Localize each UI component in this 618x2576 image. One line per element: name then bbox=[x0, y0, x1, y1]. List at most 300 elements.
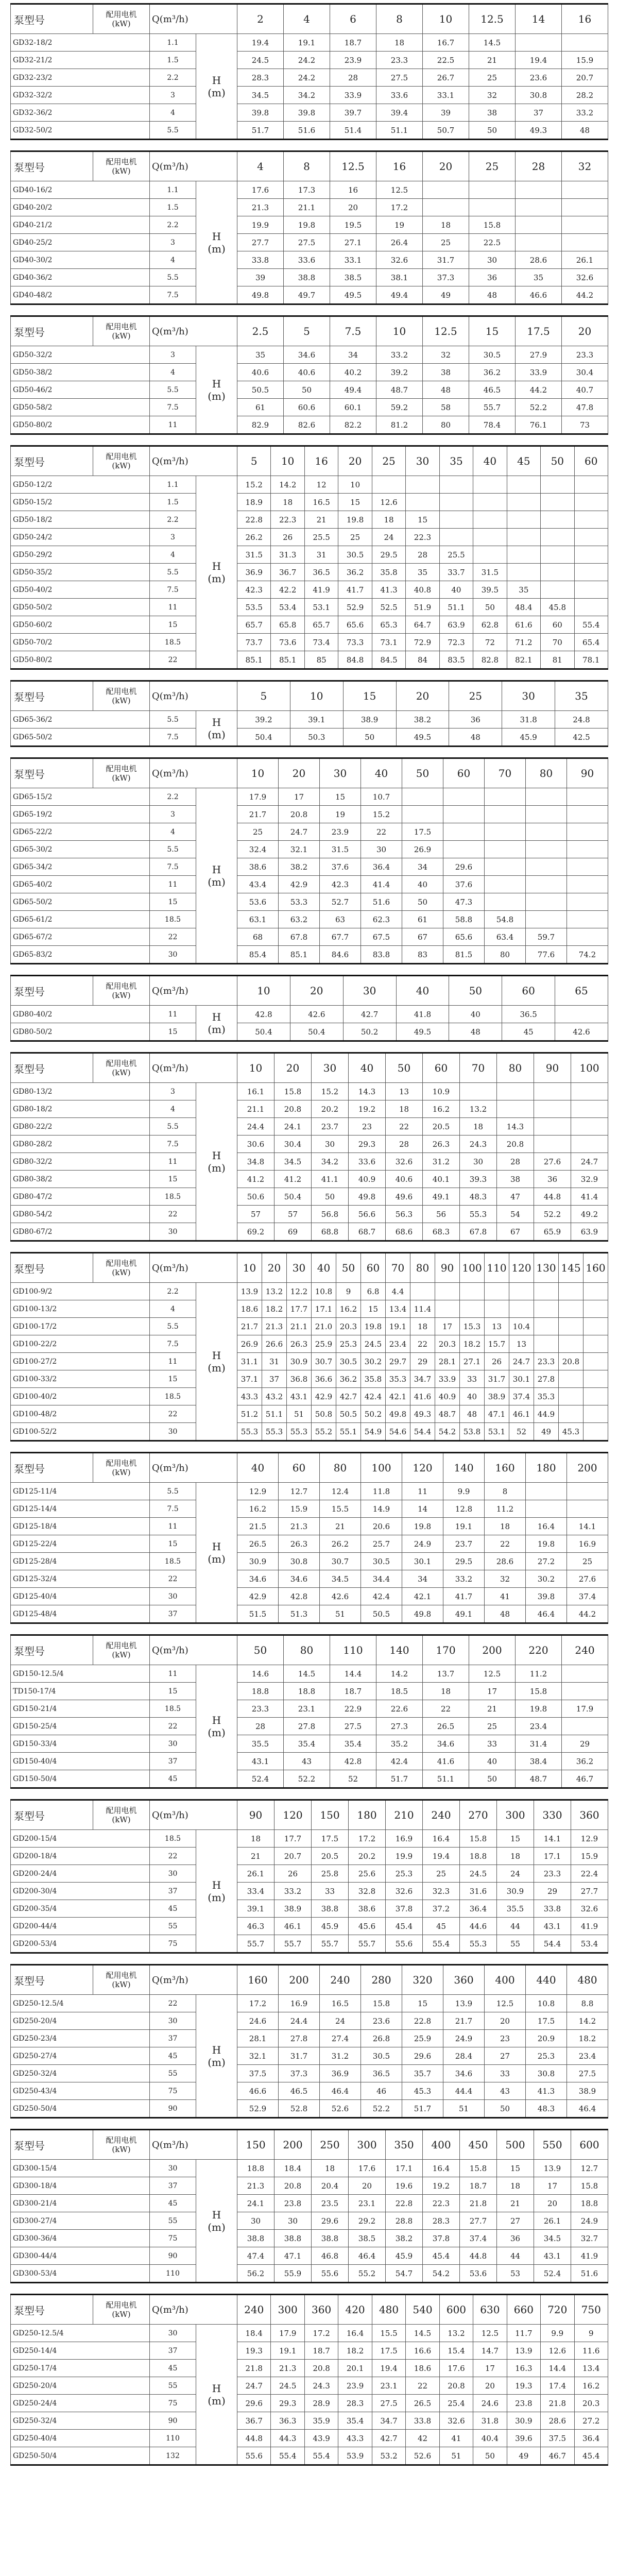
power-cell: 37 bbox=[150, 1605, 196, 1623]
head-value-cell: 20.8 bbox=[274, 1100, 312, 1118]
head-value-cell: 27.9 bbox=[516, 346, 562, 364]
head-unit: (m) bbox=[208, 1552, 226, 1565]
head-value-cell: 42.9 bbox=[312, 1388, 336, 1405]
head-value-cell: 53.8 bbox=[460, 1423, 485, 1441]
head-value-cell: 55.4 bbox=[574, 616, 608, 634]
table-row bbox=[11, 1318, 608, 1335]
table-row bbox=[11, 1335, 608, 1353]
power-cell: 5.5 bbox=[150, 711, 196, 728]
power-cell: 11 bbox=[150, 1665, 196, 1683]
head-value-cell: 40.6 bbox=[386, 1171, 423, 1188]
model-cell: GD32-50/2 bbox=[11, 122, 150, 140]
flow-value-header: 170 bbox=[423, 1635, 469, 1665]
head-value-cell: 24 bbox=[320, 2012, 361, 2030]
head-value-cell: 37.8 bbox=[423, 2230, 460, 2247]
head-value-cell: 46.8 bbox=[312, 2247, 349, 2265]
head-value-cell: 13.2 bbox=[460, 1100, 497, 1118]
head-value-cell: 14.1 bbox=[567, 1518, 608, 1535]
head-value-cell: 31.7 bbox=[485, 1370, 509, 1388]
head-unit: (m) bbox=[208, 1361, 226, 1374]
power-cell: 30 bbox=[150, 2012, 196, 2030]
head-value-cell: 36.2 bbox=[338, 564, 372, 581]
table-row bbox=[11, 416, 608, 434]
head-value-cell: 18 bbox=[460, 1118, 497, 1136]
model-cell: GD250-14/4 bbox=[11, 2342, 150, 2360]
model-cell: GD125-28/4 bbox=[11, 1553, 150, 1570]
power-header bbox=[93, 1453, 150, 1483]
head-value-cell: 68 bbox=[237, 928, 279, 946]
head-value-cell: 42.9 bbox=[237, 1588, 279, 1605]
flow-value-header: 80 bbox=[410, 1253, 435, 1283]
head-value-cell: 40.6 bbox=[284, 364, 330, 381]
table-row bbox=[11, 1188, 608, 1206]
head-value-cell bbox=[562, 216, 608, 234]
power-cell: 4 bbox=[150, 104, 196, 122]
head-label-cell bbox=[196, 1083, 237, 1241]
head-value-cell: 42.3 bbox=[320, 876, 361, 893]
head-value-cell: 40 bbox=[460, 1388, 485, 1405]
table-row bbox=[11, 234, 608, 251]
head-value-cell bbox=[541, 476, 574, 494]
flow-value-header: 500 bbox=[497, 2130, 534, 2160]
head-value-cell bbox=[583, 1335, 608, 1353]
head-unit: (m) bbox=[208, 2056, 226, 2069]
table-row bbox=[11, 876, 608, 893]
flow-value-header: 200 bbox=[274, 2130, 312, 2160]
head-value-cell: 55.7 bbox=[312, 1935, 349, 1953]
flow-value-header: 25 bbox=[449, 681, 502, 711]
head-value-cell: 22 bbox=[423, 1700, 469, 1718]
head-label-cell bbox=[196, 1830, 237, 1953]
head-value-cell bbox=[571, 1100, 608, 1118]
head-value-cell: 31.7 bbox=[423, 251, 469, 269]
head-value-cell: 49.3 bbox=[410, 1405, 435, 1423]
head-value-cell bbox=[526, 911, 567, 928]
power-cell: 30 bbox=[150, 1423, 196, 1441]
pump-performance-table bbox=[10, 445, 608, 670]
head-value-cell: 40.2 bbox=[330, 364, 376, 381]
head-value-cell: 44 bbox=[497, 2247, 534, 2265]
flow-value-header: 5 bbox=[237, 446, 271, 476]
head-value-cell: 16.1 bbox=[237, 1083, 274, 1100]
head-value-cell: 82.2 bbox=[330, 416, 376, 434]
head-value-cell: 27.6 bbox=[567, 1570, 608, 1588]
head-value-cell: 53.3 bbox=[279, 893, 320, 911]
head-value-cell: 30.4 bbox=[562, 364, 608, 381]
head-value-cell: 23.1 bbox=[372, 2377, 405, 2395]
head-value-cell: 52.9 bbox=[237, 2100, 279, 2118]
flow-header: Q(m³/h) bbox=[150, 1965, 237, 1995]
head-value-cell: 25 bbox=[423, 234, 469, 251]
head-value-cell: 32.6 bbox=[571, 1900, 608, 1918]
head-value-cell: 34 bbox=[402, 858, 443, 876]
head-value-cell: 85.1 bbox=[279, 946, 320, 964]
head-value-cell: 17.5 bbox=[312, 1830, 349, 1848]
head-value-cell: 40 bbox=[469, 1753, 516, 1770]
head-value-cell: 25.9 bbox=[402, 2030, 443, 2047]
head-value-cell: 73.1 bbox=[372, 634, 405, 651]
model-cell: GD250-40/4 bbox=[11, 2430, 150, 2447]
head-value-cell: 65.7 bbox=[237, 616, 271, 634]
head-value-cell: 24 bbox=[372, 529, 405, 546]
head-value-cell bbox=[567, 858, 608, 876]
flow-value-header: 16 bbox=[376, 151, 423, 181]
head-value-cell: 18.7 bbox=[330, 34, 376, 52]
flow-value-header: 360 bbox=[571, 1800, 608, 1830]
head-value-cell: 24.3 bbox=[304, 2377, 338, 2395]
model-cell: GD40-16/2 bbox=[11, 181, 150, 199]
head-value-cell: 28.3 bbox=[338, 2395, 372, 2412]
head-value-cell bbox=[541, 529, 574, 546]
head-value-cell: 35 bbox=[516, 269, 562, 286]
head-value-cell: 11.4 bbox=[410, 1300, 435, 1318]
head-value-cell: 27.2 bbox=[526, 1553, 567, 1570]
flow-value-header: 210 bbox=[386, 1800, 423, 1830]
flow-value-header: 5 bbox=[237, 681, 290, 711]
head-value-cell: 23.4 bbox=[516, 1718, 562, 1735]
head-value-cell: 39.4 bbox=[376, 104, 423, 122]
power-cell: 22 bbox=[150, 1995, 196, 2012]
head-value-cell bbox=[559, 1405, 583, 1423]
flow-header: Q(m³/h) bbox=[150, 1053, 237, 1083]
head-value-cell: 28 bbox=[406, 546, 439, 564]
head-value-cell: 6.8 bbox=[361, 1283, 386, 1300]
head-value-cell: 31.4 bbox=[516, 1735, 562, 1753]
head-value-cell: 38.8 bbox=[274, 2230, 312, 2247]
head-value-cell: 44 bbox=[497, 1918, 534, 1935]
model-cell: GD125-18/4 bbox=[11, 1518, 150, 1535]
head-value-cell: 33.6 bbox=[376, 87, 423, 104]
model-cell: GD250-24/4 bbox=[11, 2395, 150, 2412]
model-cell: GD80-54/2 bbox=[11, 1206, 150, 1223]
flow-value-header: 14 bbox=[516, 4, 562, 34]
table-row bbox=[11, 634, 608, 651]
head-value-cell: 42.6 bbox=[320, 1588, 361, 1605]
head-label: H bbox=[212, 2208, 221, 2221]
table-row bbox=[11, 1483, 608, 1500]
power-cell: 45 bbox=[150, 2047, 196, 2065]
head-value-cell: 28.2 bbox=[562, 87, 608, 104]
flow-value-header: 32 bbox=[562, 151, 608, 181]
head-value-cell: 38.9 bbox=[274, 1900, 312, 1918]
head-value-cell: 17.1 bbox=[386, 2160, 423, 2177]
model-cell: GD80-38/2 bbox=[11, 1171, 150, 1188]
power-cell: 55 bbox=[150, 2212, 196, 2230]
head-value-cell: 18 bbox=[497, 1848, 534, 1865]
flow-header: Q(m³/h) bbox=[150, 4, 237, 34]
head-value-cell: 18 bbox=[423, 1683, 469, 1700]
head-value-cell: 15 bbox=[406, 511, 439, 529]
head-value-cell bbox=[485, 858, 526, 876]
head-value-cell: 13 bbox=[485, 1318, 509, 1335]
flow-value-header: 40 bbox=[237, 1453, 279, 1483]
head-value-cell bbox=[372, 476, 405, 494]
flow-value-header: 35 bbox=[555, 681, 608, 711]
head-value-cell: 25 bbox=[469, 1718, 516, 1735]
head-value-cell bbox=[443, 841, 485, 858]
power-cell: 18.5 bbox=[150, 1700, 196, 1718]
head-value-cell: 29.6 bbox=[443, 858, 485, 876]
head-value-cell bbox=[559, 1370, 583, 1388]
head-value-cell: 34.7 bbox=[410, 1370, 435, 1388]
head-value-cell: 32.6 bbox=[376, 251, 423, 269]
head-value-cell: 60.1 bbox=[330, 399, 376, 416]
power-cell: 4 bbox=[150, 251, 196, 269]
head-value-cell: 20.3 bbox=[574, 2395, 608, 2412]
table-row bbox=[11, 806, 608, 823]
table-row bbox=[11, 2447, 608, 2465]
head-value-cell: 29 bbox=[534, 1883, 571, 1900]
head-value-cell: 67.7 bbox=[320, 928, 361, 946]
model-cell: GD50-58/2 bbox=[11, 399, 150, 416]
head-value-cell: 15.8 bbox=[460, 2160, 497, 2177]
pump-performance-table bbox=[10, 757, 608, 964]
head-value-cell: 26.3 bbox=[287, 1335, 312, 1353]
flow-value-header: 15 bbox=[469, 316, 516, 346]
head-value-cell: 23.9 bbox=[320, 823, 361, 841]
model-cell: GD80-40/2 bbox=[11, 1006, 150, 1023]
flow-value-header: 25 bbox=[372, 446, 405, 476]
head-value-cell: 19.8 bbox=[526, 1535, 567, 1553]
head-value-cell bbox=[526, 806, 567, 823]
model-cell: GD32-32/2 bbox=[11, 87, 150, 104]
head-value-cell bbox=[567, 823, 608, 841]
head-value-cell: 19.2 bbox=[349, 1100, 386, 1118]
head-value-cell: 84 bbox=[406, 651, 439, 669]
head-value-cell: 28.8 bbox=[386, 2212, 423, 2230]
header-row bbox=[11, 2130, 608, 2160]
flow-header: Q(m³/h) bbox=[150, 1635, 237, 1665]
head-value-cell bbox=[559, 1300, 583, 1318]
power-cell: 3 bbox=[150, 806, 196, 823]
model-cell: GD40-36/2 bbox=[11, 269, 150, 286]
head-value-cell: 15.8 bbox=[571, 2177, 608, 2195]
head-value-cell bbox=[435, 1300, 460, 1318]
head-value-cell: 22.5 bbox=[423, 52, 469, 69]
head-value-cell: 40 bbox=[449, 1006, 502, 1023]
flow-header: Q(m³/h) bbox=[150, 2130, 237, 2160]
head-value-cell: 53.9 bbox=[338, 2447, 372, 2465]
head-label: H bbox=[212, 716, 221, 728]
head-value-cell: 18.7 bbox=[304, 2342, 338, 2360]
head-value-cell: 34.6 bbox=[279, 1570, 320, 1588]
head-value-cell bbox=[583, 1388, 608, 1405]
head-value-cell bbox=[541, 494, 574, 511]
flow-value-header: 420 bbox=[338, 2295, 372, 2325]
head-value-cell bbox=[516, 216, 562, 234]
power-cell: 75 bbox=[150, 2395, 196, 2412]
head-value-cell: 41.7 bbox=[338, 581, 372, 599]
flow-header: Q(m³/h) bbox=[150, 1453, 237, 1483]
head-value-cell: 36.4 bbox=[361, 858, 402, 876]
head-value-cell: 57 bbox=[237, 1206, 274, 1223]
head-value-cell bbox=[473, 476, 507, 494]
head-value-cell: 73.7 bbox=[237, 634, 271, 651]
head-value-cell bbox=[485, 893, 526, 911]
power-cell: 55 bbox=[150, 1918, 196, 1935]
head-value-cell: 37 bbox=[262, 1370, 287, 1388]
head-value-cell: 16.9 bbox=[279, 1995, 320, 2012]
head-value-cell: 58 bbox=[423, 399, 469, 416]
head-value-cell: 15.2 bbox=[312, 1083, 349, 1100]
head-value-cell bbox=[567, 876, 608, 893]
head-value-cell: 20.1 bbox=[338, 2360, 372, 2377]
head-value-cell: 20 bbox=[330, 199, 376, 216]
flow-value-header: 20 bbox=[396, 681, 449, 711]
power-cell: 7.5 bbox=[150, 1335, 196, 1353]
power-cell: 11 bbox=[150, 876, 196, 893]
head-value-cell: 55.6 bbox=[312, 2265, 349, 2283]
head-value-cell: 33.4 bbox=[237, 1883, 274, 1900]
head-value-cell: 50.5 bbox=[336, 1405, 361, 1423]
model-cell: GD200-35/4 bbox=[11, 1900, 150, 1918]
head-value-cell: 73.6 bbox=[271, 634, 304, 651]
power-header-unit: (kW) bbox=[112, 2145, 131, 2154]
power-cell: 22 bbox=[150, 928, 196, 946]
table-row bbox=[11, 52, 608, 69]
head-value-cell: 26.9 bbox=[237, 1335, 262, 1353]
head-value-cell bbox=[534, 1335, 559, 1353]
model-header: 泵型号 bbox=[11, 316, 93, 346]
head-value-cell: 30.8 bbox=[279, 1553, 320, 1570]
head-label-cell bbox=[196, 711, 237, 747]
head-value-cell: 30.5 bbox=[338, 546, 372, 564]
head-value-cell: 30.4 bbox=[274, 1136, 312, 1153]
head-value-cell bbox=[507, 494, 540, 511]
model-header: 泵型号 bbox=[11, 151, 93, 181]
flow-value-header: 4 bbox=[237, 151, 284, 181]
head-value-cell: 25 bbox=[237, 823, 279, 841]
table-row bbox=[11, 529, 608, 546]
head-value-cell: 30.5 bbox=[336, 1353, 361, 1370]
head-value-cell: 60 bbox=[541, 616, 574, 634]
head-value-cell: 11.7 bbox=[507, 2325, 540, 2342]
head-value-cell: 50 bbox=[469, 1770, 516, 1788]
table-row bbox=[11, 2030, 608, 2047]
power-cell: 5.5 bbox=[150, 1118, 196, 1136]
head-value-cell: 46.1 bbox=[509, 1405, 534, 1423]
table-row bbox=[11, 364, 608, 381]
head-value-cell: 49.6 bbox=[386, 1188, 423, 1206]
head-value-cell: 42.2 bbox=[271, 581, 304, 599]
head-value-cell bbox=[571, 1083, 608, 1100]
flow-header: Q(m³/h) bbox=[150, 151, 237, 181]
head-value-cell: 56.3 bbox=[386, 1206, 423, 1223]
head-value-cell bbox=[534, 1318, 559, 1335]
head-label: H bbox=[212, 1010, 221, 1023]
head-value-cell: 48 bbox=[449, 1023, 502, 1041]
head-value-cell: 48.7 bbox=[376, 381, 423, 399]
model-cell: GD150-40/4 bbox=[11, 1753, 150, 1770]
head-value-cell: 26.3 bbox=[423, 1136, 460, 1153]
head-value-cell: 29 bbox=[410, 1353, 435, 1370]
head-value-cell: 14.5 bbox=[284, 1665, 330, 1683]
table-row bbox=[11, 1405, 608, 1423]
head-value-cell: 65.7 bbox=[304, 616, 338, 634]
power-header bbox=[93, 1800, 150, 1830]
head-value-cell: 43.1 bbox=[237, 1753, 284, 1770]
head-value-cell: 45.6 bbox=[349, 1918, 386, 1935]
power-cell: 4 bbox=[150, 364, 196, 381]
head-unit: (m) bbox=[208, 1161, 226, 1174]
head-value-cell bbox=[406, 494, 439, 511]
head-value-cell: 35.4 bbox=[338, 2412, 372, 2430]
table-row bbox=[11, 1283, 608, 1300]
flow-value-header: 180 bbox=[349, 1800, 386, 1830]
head-value-cell: 15 bbox=[320, 788, 361, 806]
pump-performance-table bbox=[10, 3, 608, 140]
head-value-cell bbox=[435, 1283, 460, 1300]
model-header: 泵型号 bbox=[11, 1635, 93, 1665]
head-value-cell: 68.6 bbox=[386, 1223, 423, 1241]
head-value-cell: 18.5 bbox=[376, 1683, 423, 1700]
power-header-label: 配用电机 bbox=[106, 1971, 137, 1980]
flow-value-header: 60 bbox=[443, 758, 485, 788]
head-value-cell: 14.1 bbox=[534, 1830, 571, 1848]
head-value-cell: 67.8 bbox=[279, 928, 320, 946]
head-value-cell: 36 bbox=[449, 711, 502, 728]
head-value-cell: 33.2 bbox=[443, 1570, 485, 1588]
head-value-cell: 83.8 bbox=[361, 946, 402, 964]
table-row bbox=[11, 2342, 608, 2360]
model-cell: GD125-32/4 bbox=[11, 1570, 150, 1588]
flow-value-header: 750 bbox=[574, 2295, 608, 2325]
head-value-cell: 40.6 bbox=[237, 364, 284, 381]
head-value-cell: 18.8 bbox=[284, 1683, 330, 1700]
head-value-cell: 46.6 bbox=[516, 286, 562, 304]
flow-value-header: 10 bbox=[237, 976, 290, 1006]
power-header-unit: (kW) bbox=[112, 19, 131, 28]
head-value-cell: 17.2 bbox=[237, 1995, 279, 2012]
head-value-cell: 20.8 bbox=[439, 2377, 473, 2395]
head-value-cell: 21 bbox=[320, 1518, 361, 1535]
model-cell: GD250-20/4 bbox=[11, 2377, 150, 2395]
head-value-cell: 26.5 bbox=[237, 1535, 279, 1553]
head-value-cell: 63.1 bbox=[237, 911, 279, 928]
power-cell: 7.5 bbox=[150, 1136, 196, 1153]
head-value-cell: 19.4 bbox=[372, 2360, 405, 2377]
power-cell: 5.5 bbox=[150, 841, 196, 858]
head-value-cell: 37.3 bbox=[423, 269, 469, 286]
head-value-cell: 24.5 bbox=[361, 1335, 386, 1353]
head-value-cell: 45.9 bbox=[312, 1918, 349, 1935]
head-value-cell: 39.1 bbox=[237, 1900, 274, 1918]
head-value-cell: 51 bbox=[439, 2447, 473, 2465]
head-value-cell: 40.7 bbox=[562, 381, 608, 399]
flow-value-header: 450 bbox=[460, 2130, 497, 2160]
head-value-cell: 42.8 bbox=[279, 1588, 320, 1605]
head-value-cell bbox=[516, 181, 562, 199]
model-cell: GD32-36/2 bbox=[11, 104, 150, 122]
head-value-cell: 15.9 bbox=[571, 1848, 608, 1865]
head-value-cell bbox=[443, 806, 485, 823]
head-value-cell: 25.3 bbox=[526, 2047, 567, 2065]
head-value-cell: 15.8 bbox=[460, 1830, 497, 1848]
head-value-cell: 73.4 bbox=[304, 634, 338, 651]
head-value-cell: 24.1 bbox=[237, 2195, 274, 2212]
flow-value-header: 720 bbox=[541, 2295, 574, 2325]
head-value-cell: 55.4 bbox=[423, 1935, 460, 1953]
head-value-cell: 38.8 bbox=[237, 2230, 274, 2247]
head-value-cell: 24.7 bbox=[571, 1153, 608, 1171]
head-value-cell: 55.7 bbox=[274, 1935, 312, 1953]
head-value-cell: 17.6 bbox=[439, 2360, 473, 2377]
head-value-cell: 24.9 bbox=[402, 1535, 443, 1553]
head-value-cell: 31 bbox=[304, 546, 338, 564]
head-value-cell: 63.9 bbox=[439, 616, 473, 634]
model-cell: GD125-14/4 bbox=[11, 1500, 150, 1518]
head-value-cell bbox=[583, 1300, 608, 1318]
